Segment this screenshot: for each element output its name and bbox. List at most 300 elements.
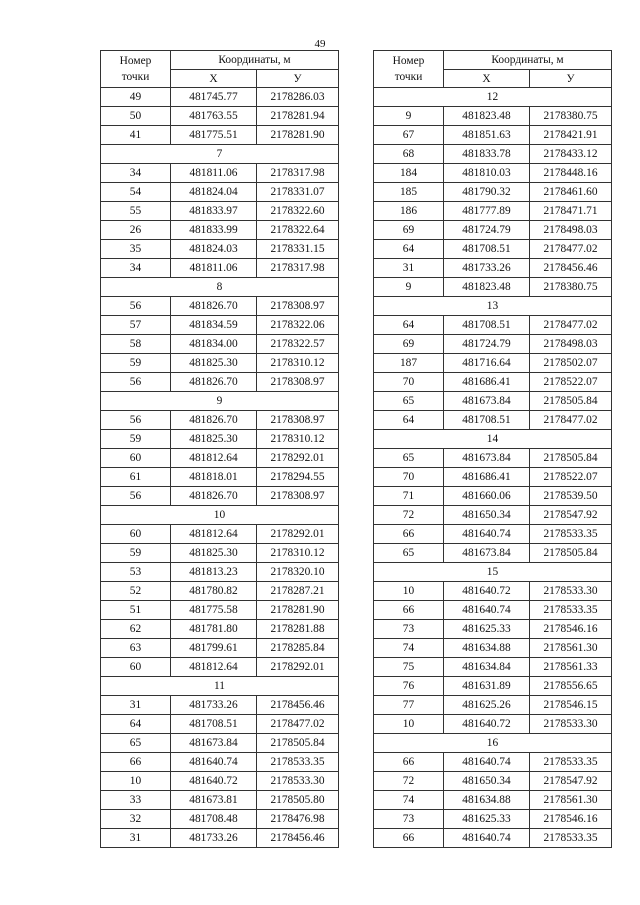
x-header: Х [171,70,257,88]
x-coordinate-cell: 481625.26 [444,696,530,715]
point-number-cell: 186 [374,202,444,221]
x-coordinate-cell: 481733.26 [171,829,257,848]
group-number: 15 [374,563,612,582]
group-number: 11 [101,677,339,696]
y-coordinate-cell: 2178308.97 [257,487,339,506]
group-header-row [101,278,339,297]
table-row [101,791,339,810]
y-coordinate-cell: 2178287.21 [257,582,339,601]
y-coordinate-cell: 2178533.30 [530,715,612,734]
y-coordinate-cell: 2178292.01 [257,658,339,677]
x-coordinate-cell: 481833.78 [444,145,530,164]
table-row [101,772,339,791]
point-number-cell: 49 [101,88,171,107]
x-coordinate-cell: 481724.79 [444,335,530,354]
point-number-header: Номер точки [101,51,171,88]
table-row [374,278,612,297]
x-coordinate-cell: 481625.33 [444,620,530,639]
point-number-cell: 59 [101,354,171,373]
x-coordinate-cell: 481823.48 [444,107,530,126]
y-coordinate-cell: 2178433.12 [530,145,612,164]
point-number-cell: 73 [374,620,444,639]
x-coordinate-cell: 481775.58 [171,601,257,620]
y-coordinate-cell: 2178505.84 [530,544,612,563]
y-coordinate-cell: 2178322.06 [257,316,339,335]
x-coordinate-cell: 481812.64 [171,525,257,544]
point-number-cell: 75 [374,658,444,677]
y-coordinate-cell: 2178477.02 [530,240,612,259]
group-header-row [374,430,612,449]
x-coordinate-cell: 481686.41 [444,468,530,487]
group-number: 14 [374,430,612,449]
coordinates-header: Координаты, м [444,51,612,70]
table-row [374,259,612,278]
table-row [374,639,612,658]
point-number-cell: 66 [374,601,444,620]
table-row [374,316,612,335]
point-number-cell: 56 [101,487,171,506]
table-row [101,696,339,715]
y-coordinate-cell: 2178533.35 [530,753,612,772]
y-coordinate-cell: 2178561.33 [530,658,612,677]
y-coordinate-cell: 2178477.02 [530,411,612,430]
point-number-cell: 61 [101,468,171,487]
group-number: 7 [101,145,339,164]
y-coordinate-cell: 2178477.02 [257,715,339,734]
point-number-cell: 66 [374,525,444,544]
point-number-cell: 35 [101,240,171,259]
group-header-row [374,88,612,107]
point-number-cell: 66 [101,753,171,772]
page-number: 49 [314,38,326,50]
y-coordinate-cell: 2178505.84 [530,449,612,468]
table-row [101,449,339,468]
table-row [374,392,612,411]
x-coordinate-cell: 481781.80 [171,620,257,639]
group-number: 16 [374,734,612,753]
x-coordinate-cell: 481799.61 [171,639,257,658]
y-coordinate-cell: 2178505.84 [530,392,612,411]
x-coordinate-cell: 481833.99 [171,221,257,240]
table-row [101,525,339,544]
x-coordinate-cell: 481634.88 [444,639,530,658]
y-coordinate-cell: 2178456.46 [257,829,339,848]
table-row [374,753,612,772]
y-coordinate-cell: 2178539.50 [530,487,612,506]
point-number-cell: 26 [101,221,171,240]
table-row [101,297,339,316]
table-row [101,373,339,392]
y-coordinate-cell: 2178380.75 [530,278,612,297]
y-coordinate-cell: 2178331.15 [257,240,339,259]
point-number-cell: 10 [101,772,171,791]
table-row [374,772,612,791]
x-header: Х [444,70,530,88]
table-row [374,107,612,126]
table-row [101,316,339,335]
group-header-row [101,392,339,411]
y-coordinate-cell: 2178556.65 [530,677,612,696]
y-coordinate-cell: 2178331.07 [257,183,339,202]
point-number-cell: 64 [374,240,444,259]
point-number-cell: 65 [374,449,444,468]
point-number-cell: 65 [101,734,171,753]
table-row [374,164,612,183]
x-coordinate-cell: 481650.34 [444,506,530,525]
point-number-cell: 72 [374,506,444,525]
group-number: 10 [101,506,339,525]
table-row [374,335,612,354]
x-coordinate-cell: 481708.51 [171,715,257,734]
table-row [374,829,612,848]
x-coordinate-cell: 481826.70 [171,373,257,392]
x-coordinate-cell: 481775.51 [171,126,257,145]
y-coordinate-cell: 2178308.97 [257,411,339,430]
table-row [374,240,612,259]
table-row [101,753,339,772]
x-coordinate-cell: 481813.23 [171,563,257,582]
point-number-cell: 74 [374,791,444,810]
y-coordinate-cell: 2178380.75 [530,107,612,126]
table-row [101,354,339,373]
y-coordinate-cell: 2178310.12 [257,430,339,449]
x-coordinate-cell: 481810.03 [444,164,530,183]
table-row [101,221,339,240]
y-coordinate-cell: 2178461.60 [530,183,612,202]
point-number-cell: 59 [101,544,171,563]
point-number-cell: 70 [374,373,444,392]
table-row [374,544,612,563]
table-row [101,126,339,145]
x-coordinate-cell: 481716.64 [444,354,530,373]
x-coordinate-cell: 481708.51 [444,240,530,259]
point-number-cell: 57 [101,316,171,335]
x-coordinate-cell: 481673.84 [171,734,257,753]
y-coordinate-cell: 2178533.35 [257,753,339,772]
y-coordinate-cell: 2178547.92 [530,506,612,525]
y-coordinate-cell: 2178498.03 [530,335,612,354]
point-number-cell: 51 [101,601,171,620]
table-row [374,810,612,829]
table-row [101,88,339,107]
point-number-cell: 60 [101,658,171,677]
point-number-cell: 66 [374,829,444,848]
point-number-cell: 74 [374,639,444,658]
point-number-cell: 50 [101,107,171,126]
y-coordinate-cell: 2178533.30 [257,772,339,791]
y-coordinate-cell: 2178546.15 [530,696,612,715]
table-row [374,601,612,620]
y-coordinate-cell: 2178561.30 [530,791,612,810]
x-coordinate-cell: 481826.70 [171,411,257,430]
point-number-cell: 54 [101,183,171,202]
x-coordinate-cell: 481673.84 [444,449,530,468]
y-coordinate-cell: 2178546.16 [530,620,612,639]
x-coordinate-cell: 481812.64 [171,658,257,677]
point-number-cell: 187 [374,354,444,373]
table-row [101,335,339,354]
y-coordinate-cell: 2178546.16 [530,810,612,829]
x-coordinate-cell: 481780.82 [171,582,257,601]
table-row [374,145,612,164]
x-coordinate-cell: 481811.06 [171,259,257,278]
x-coordinate-cell: 481834.59 [171,316,257,335]
point-number-cell: 59 [101,430,171,449]
x-coordinate-cell: 481640.74 [171,753,257,772]
y-coordinate-cell: 2178317.98 [257,259,339,278]
table-row [374,677,612,696]
x-coordinate-cell: 481834.00 [171,335,257,354]
x-coordinate-cell: 481640.74 [444,829,530,848]
table-row [101,544,339,563]
x-coordinate-cell: 481826.70 [171,297,257,316]
x-coordinate-cell: 481640.72 [444,715,530,734]
point-number-cell: 73 [374,810,444,829]
table-row [101,829,339,848]
y-coordinate-cell: 2178308.97 [257,373,339,392]
y-coordinate-cell: 2178310.12 [257,544,339,563]
x-coordinate-cell: 481790.32 [444,183,530,202]
y-coordinate-cell: 2178533.35 [530,525,612,544]
table-row [374,221,612,240]
point-number-cell: 184 [374,164,444,183]
x-coordinate-cell: 481818.01 [171,468,257,487]
y-coordinate-cell: 2178533.35 [530,601,612,620]
table-row [374,202,612,221]
y-coordinate-cell: 2178310.12 [257,354,339,373]
x-coordinate-cell: 481733.26 [444,259,530,278]
x-coordinate-cell: 481640.72 [171,772,257,791]
x-coordinate-cell: 481640.74 [444,525,530,544]
point-number-cell: 56 [101,373,171,392]
point-number-cell: 63 [101,639,171,658]
table-row [374,373,612,392]
y-coordinate-cell: 2178456.46 [257,696,339,715]
point-number-cell: 58 [101,335,171,354]
x-coordinate-cell: 481811.06 [171,164,257,183]
x-coordinate-cell: 481708.48 [171,810,257,829]
coordinates-header: Координаты, м [171,51,339,70]
y-coordinate-cell: 2178292.01 [257,525,339,544]
table-row [101,240,339,259]
y-coordinate-cell: 2178533.35 [530,829,612,848]
x-coordinate-cell: 481825.30 [171,544,257,563]
table-row [101,430,339,449]
table-row [374,183,612,202]
y-coordinate-cell: 2178322.64 [257,221,339,240]
table-row [374,715,612,734]
y-coordinate-cell: 2178421.91 [530,126,612,145]
table-row [101,107,339,126]
x-coordinate-cell: 481650.34 [444,772,530,791]
y-coordinate-cell: 2178505.80 [257,791,339,810]
x-coordinate-cell: 481708.51 [444,411,530,430]
x-coordinate-cell: 481745.77 [171,88,257,107]
x-coordinate-cell: 481812.64 [171,449,257,468]
y-coordinate-cell: 2178320.10 [257,563,339,582]
table-row [374,658,612,677]
point-number-cell: 31 [101,829,171,848]
y-header: У [257,70,339,88]
y-coordinate-cell: 2178522.07 [530,468,612,487]
table-row [374,791,612,810]
x-coordinate-cell: 481724.79 [444,221,530,240]
table-row [101,164,339,183]
y-coordinate-cell: 2178286.03 [257,88,339,107]
coordinates-table-left [100,50,339,848]
x-coordinate-cell: 481851.63 [444,126,530,145]
x-coordinate-cell: 481824.04 [171,183,257,202]
y-coordinate-cell: 2178292.01 [257,449,339,468]
y-coordinate-cell: 2178281.90 [257,126,339,145]
x-coordinate-cell: 481673.84 [444,544,530,563]
y-coordinate-cell: 2178448.16 [530,164,612,183]
point-number-cell: 56 [101,411,171,430]
point-number-cell: 31 [374,259,444,278]
point-number-cell: 65 [374,544,444,563]
y-coordinate-cell: 2178533.30 [530,582,612,601]
point-number-cell: 71 [374,487,444,506]
y-coordinate-cell: 2178502.07 [530,354,612,373]
y-coordinate-cell: 2178294.55 [257,468,339,487]
y-coordinate-cell: 2178317.98 [257,164,339,183]
table-row [374,525,612,544]
point-number-cell: 60 [101,449,171,468]
point-number-cell: 76 [374,677,444,696]
x-coordinate-cell: 481823.48 [444,278,530,297]
point-number-cell: 70 [374,468,444,487]
y-coordinate-cell: 2178505.84 [257,734,339,753]
point-number-cell: 33 [101,791,171,810]
point-number-cell: 31 [101,696,171,715]
group-number: 8 [101,278,339,297]
group-number: 13 [374,297,612,316]
point-number-cell: 9 [374,107,444,126]
x-coordinate-cell: 481640.74 [444,601,530,620]
point-number-cell: 34 [101,259,171,278]
point-number-cell: 69 [374,335,444,354]
point-number-cell: 34 [101,164,171,183]
group-header-row [101,145,339,164]
point-number-cell: 65 [374,392,444,411]
point-number-cell: 32 [101,810,171,829]
x-coordinate-cell: 481660.06 [444,487,530,506]
y-coordinate-cell: 2178322.60 [257,202,339,221]
table-row [374,468,612,487]
point-number-cell: 77 [374,696,444,715]
point-number-cell: 64 [101,715,171,734]
point-number-cell: 9 [374,278,444,297]
point-number-cell: 60 [101,525,171,544]
y-coordinate-cell: 2178308.97 [257,297,339,316]
table-row [374,582,612,601]
y-coordinate-cell: 2178322.57 [257,335,339,354]
y-coordinate-cell: 2178471.71 [530,202,612,221]
table-row [101,202,339,221]
x-coordinate-cell: 481825.30 [171,430,257,449]
y-coordinate-cell: 2178498.03 [530,221,612,240]
y-coordinate-cell: 2178281.90 [257,601,339,620]
table-row [101,411,339,430]
y-coordinate-cell: 2178281.88 [257,620,339,639]
x-coordinate-cell: 481634.88 [444,791,530,810]
x-coordinate-cell: 481824.03 [171,240,257,259]
group-header-row [374,734,612,753]
table-row [101,601,339,620]
y-header: У [530,70,612,88]
x-coordinate-cell: 481833.97 [171,202,257,221]
group-number: 9 [101,392,339,411]
table-row [374,696,612,715]
table-row [101,715,339,734]
table-row [374,620,612,639]
x-coordinate-cell: 481733.26 [171,696,257,715]
group-header-row [374,297,612,316]
table-row [101,487,339,506]
x-coordinate-cell: 481631.89 [444,677,530,696]
y-coordinate-cell: 2178547.92 [530,772,612,791]
table-row [374,411,612,430]
point-number-cell: 185 [374,183,444,202]
y-coordinate-cell: 2178522.07 [530,373,612,392]
coordinates-table-right [373,50,612,848]
y-coordinate-cell: 2178456.46 [530,259,612,278]
group-number: 12 [374,88,612,107]
group-header-row [374,563,612,582]
point-number-cell: 62 [101,620,171,639]
table-row [374,126,612,145]
table-row [101,734,339,753]
y-coordinate-cell: 2178477.02 [530,316,612,335]
x-coordinate-cell: 481640.72 [444,582,530,601]
point-number-cell: 10 [374,582,444,601]
x-coordinate-cell: 481686.41 [444,373,530,392]
table-row [374,506,612,525]
point-number-cell: 53 [101,563,171,582]
point-number-cell: 52 [101,582,171,601]
point-number-cell: 67 [374,126,444,145]
x-coordinate-cell: 481777.89 [444,202,530,221]
x-coordinate-cell: 481825.30 [171,354,257,373]
x-coordinate-cell: 481826.70 [171,487,257,506]
x-coordinate-cell: 481640.74 [444,753,530,772]
x-coordinate-cell: 481673.84 [444,392,530,411]
table-row [101,183,339,202]
y-coordinate-cell: 2178285.84 [257,639,339,658]
point-number-cell: 66 [374,753,444,772]
table-row [101,468,339,487]
table-row [101,563,339,582]
group-header-row [101,677,339,696]
table-row [101,582,339,601]
point-number-cell: 56 [101,297,171,316]
table-row [101,658,339,677]
table-row [374,449,612,468]
y-coordinate-cell: 2178476.98 [257,810,339,829]
x-coordinate-cell: 481673.81 [171,791,257,810]
y-coordinate-cell: 2178561.30 [530,639,612,658]
x-coordinate-cell: 481708.51 [444,316,530,335]
x-coordinate-cell: 481763.55 [171,107,257,126]
table-row [101,810,339,829]
point-number-cell: 64 [374,316,444,335]
y-coordinate-cell: 2178281.94 [257,107,339,126]
point-number-cell: 72 [374,772,444,791]
group-header-row [101,506,339,525]
table-row [101,259,339,278]
table-row [374,487,612,506]
table-row [374,354,612,373]
